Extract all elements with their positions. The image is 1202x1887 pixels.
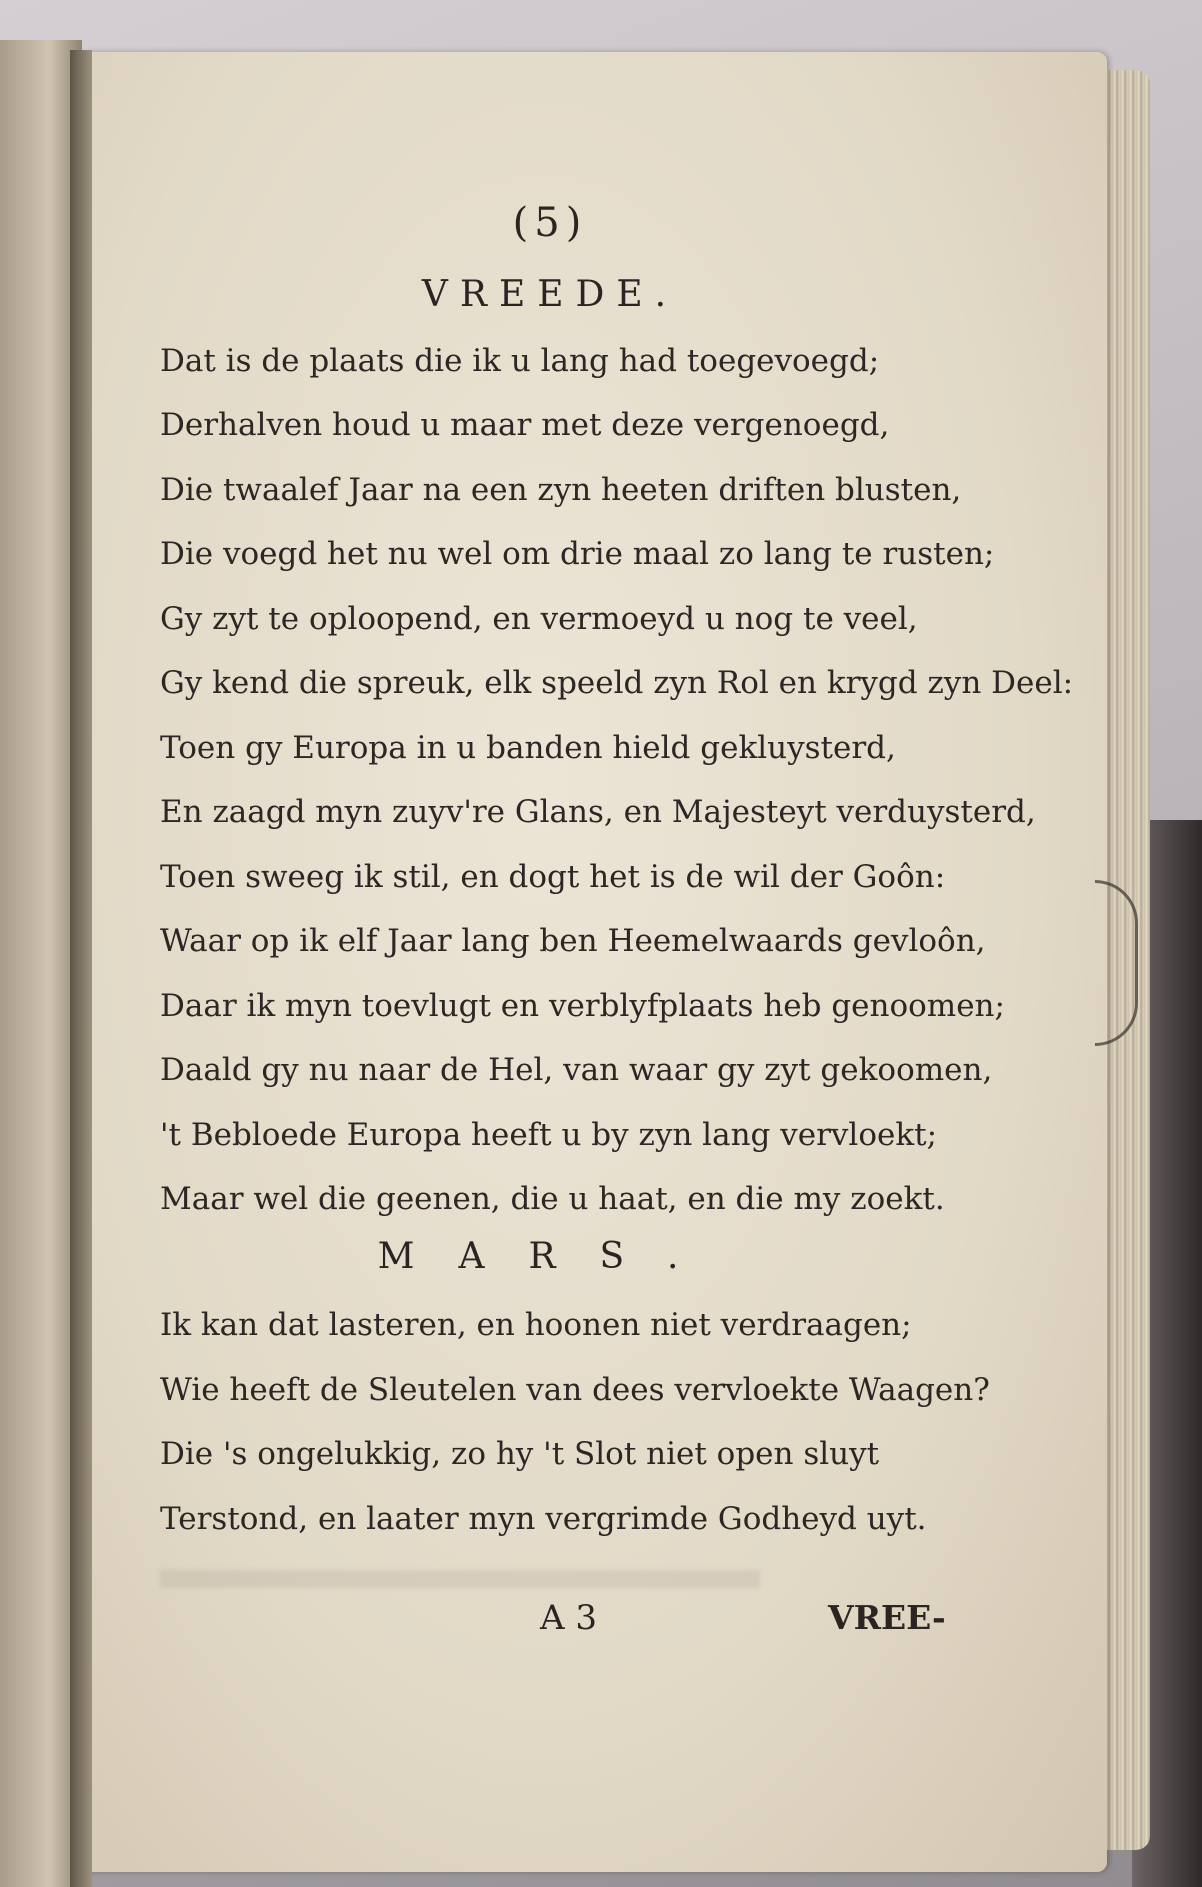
verse-line: 't Bebloede Europa heeft u by zyn lang vervloekt; bbox=[160, 1117, 938, 1153]
verse-line: Terstond, en laater myn vergrimde Godheyd uyt. bbox=[160, 1501, 927, 1537]
verse-line: Gy kend die spreuk, elk speeld zyn Rol en krygd zyn Deel: bbox=[160, 665, 1074, 701]
verse-line: Waar op ik elf Jaar lang ben Heemelwaards gevloôn, bbox=[160, 923, 986, 959]
verse-line: Daar ik myn toevlugt en verblyfplaats heb genoomen; bbox=[160, 988, 1005, 1024]
verse-line: Die voegd het nu wel om drie maal zo lang te rusten; bbox=[160, 536, 995, 572]
verse-line: Toen sweeg ik stil, en dogt het is de wil der Goôn: bbox=[160, 859, 946, 895]
verse-line: Wie heeft de Sleutelen van dees vervloekte Waagen? bbox=[160, 1372, 990, 1408]
verse-line: Toen gy Europa in u banden hield gekluysterd, bbox=[160, 730, 896, 766]
verse-line: Die twaalef Jaar na een zyn heeten driften blusten, bbox=[160, 472, 962, 508]
verse-line: Dat is de plaats die ik u lang had toegevoegd; bbox=[160, 343, 880, 379]
verse-line: En zaagd myn zuyv're Glans, en Majesteyt verduysterd, bbox=[160, 794, 1036, 830]
verse-line: Derhalven houd u maar met deze vergenoegd, bbox=[160, 407, 890, 443]
page-number: (5) bbox=[512, 200, 588, 246]
show-through bbox=[160, 1570, 760, 1588]
verse-line: Die 's ongelukkig, zo hy 't Slot niet open sluyt bbox=[160, 1436, 880, 1472]
book-gutter bbox=[70, 50, 92, 1887]
verse-line: Daald gy nu naar de Hel, van waar gy zyt gekoomen, bbox=[160, 1052, 993, 1088]
verse-line: Ik kan dat lasteren, en hoonen niet verdraagen; bbox=[160, 1307, 912, 1343]
verse-line: Maar wel die geenen, die u haat, en die my zoekt. bbox=[160, 1181, 945, 1217]
speaker-heading-vreede: VREEDE. bbox=[421, 274, 679, 315]
signature-mark: A 3 bbox=[540, 1598, 597, 1638]
catchword: VREE- bbox=[828, 1598, 946, 1637]
ink-mark bbox=[1095, 880, 1138, 1046]
speaker-heading-mars: MARS. bbox=[377, 1236, 723, 1277]
verse-line: Gy zyt te oploopend, en vermoeyd u nog te veel, bbox=[160, 601, 918, 637]
